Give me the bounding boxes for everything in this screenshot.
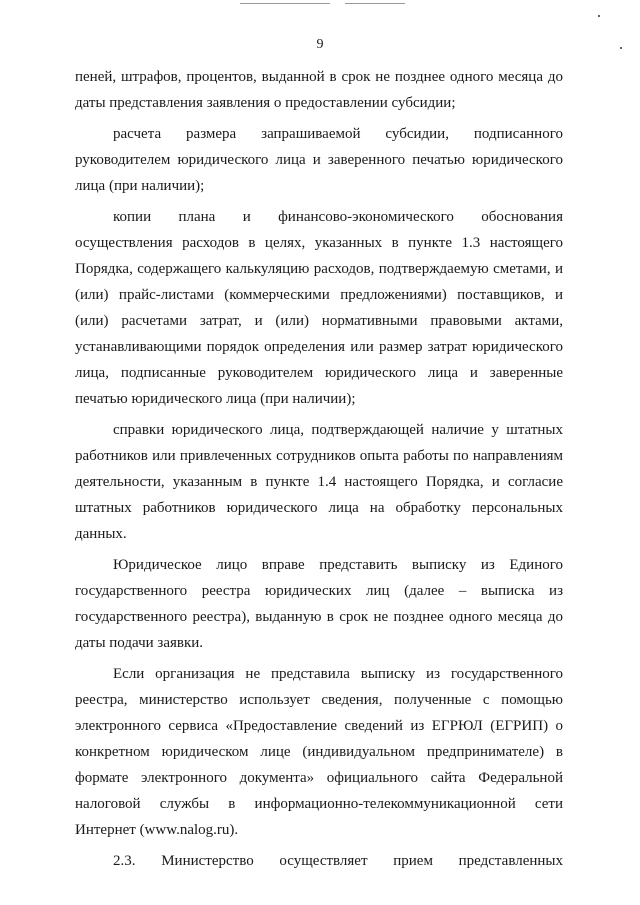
paragraph: пеней, штрафов, процентов, выданной в срок не позднее одного месяца до даты представления заявления о предоставлении субсидии; [75, 69, 563, 111]
scan-edge-line [345, 3, 405, 4]
paragraph: Юридическое лицо вправе представить выписку из Единого государственного реестра юридических лиц (далее – выписка из государственного реестра), выданную в срок не позднее одного месяца до даты подачи заявки. [75, 557, 563, 651]
scan-edge-line [240, 3, 330, 4]
body-text [75, 64, 563, 874]
paragraph: справки юридического лица, подтверждающей наличие у штатных работников или привлеченных сотрудников опыта работы по направлениям деятельности, указанным в пункте 1.4 настоящего Порядка, и согласие штатных работников юридического лица на обработку персональных данных. [75, 422, 563, 542]
paragraph: Если организация не представила выписку из государственного реестра, министерство использует сведения, полученные с помощью электронного сервиса «Предоставление сведений из ЕГРЮЛ (ЕГРИП) о конкретном юридическом лице (индивидуальном предпринимателе) в формате электронного документа» официального сайта Федеральной налоговой службы в информационно-телекоммуникационной сети Интернет (www.nalog.ru). [75, 666, 563, 838]
page-number: 9 [316, 37, 324, 52]
paragraph: копии плана и финансово-экономического обоснования осуществления расходов в целях, указанных в пункте 1.3 настоящего Порядка, содержащего калькуляцию расходов, подтверждаемую сметами, и (или) прайс-листами (коммерческими предложениями) поставщиков, и (или) расчетами затрат, и (или) нормативными правовыми актами, устанавливающими порядок определения или размер затрат юридического лица, подписанные руководителем юридического лица и заверенные печатью юридического лица (при наличии); [75, 209, 563, 407]
scan-speck [598, 15, 600, 17]
paragraph: расчета размера запрашиваемой субсидии, подписанного руководителем юридического лица и заверенного печатью юридического лица (при наличии); [75, 126, 563, 194]
paragraph: 2.3. Министерство осуществляет прием представленных [113, 853, 563, 869]
